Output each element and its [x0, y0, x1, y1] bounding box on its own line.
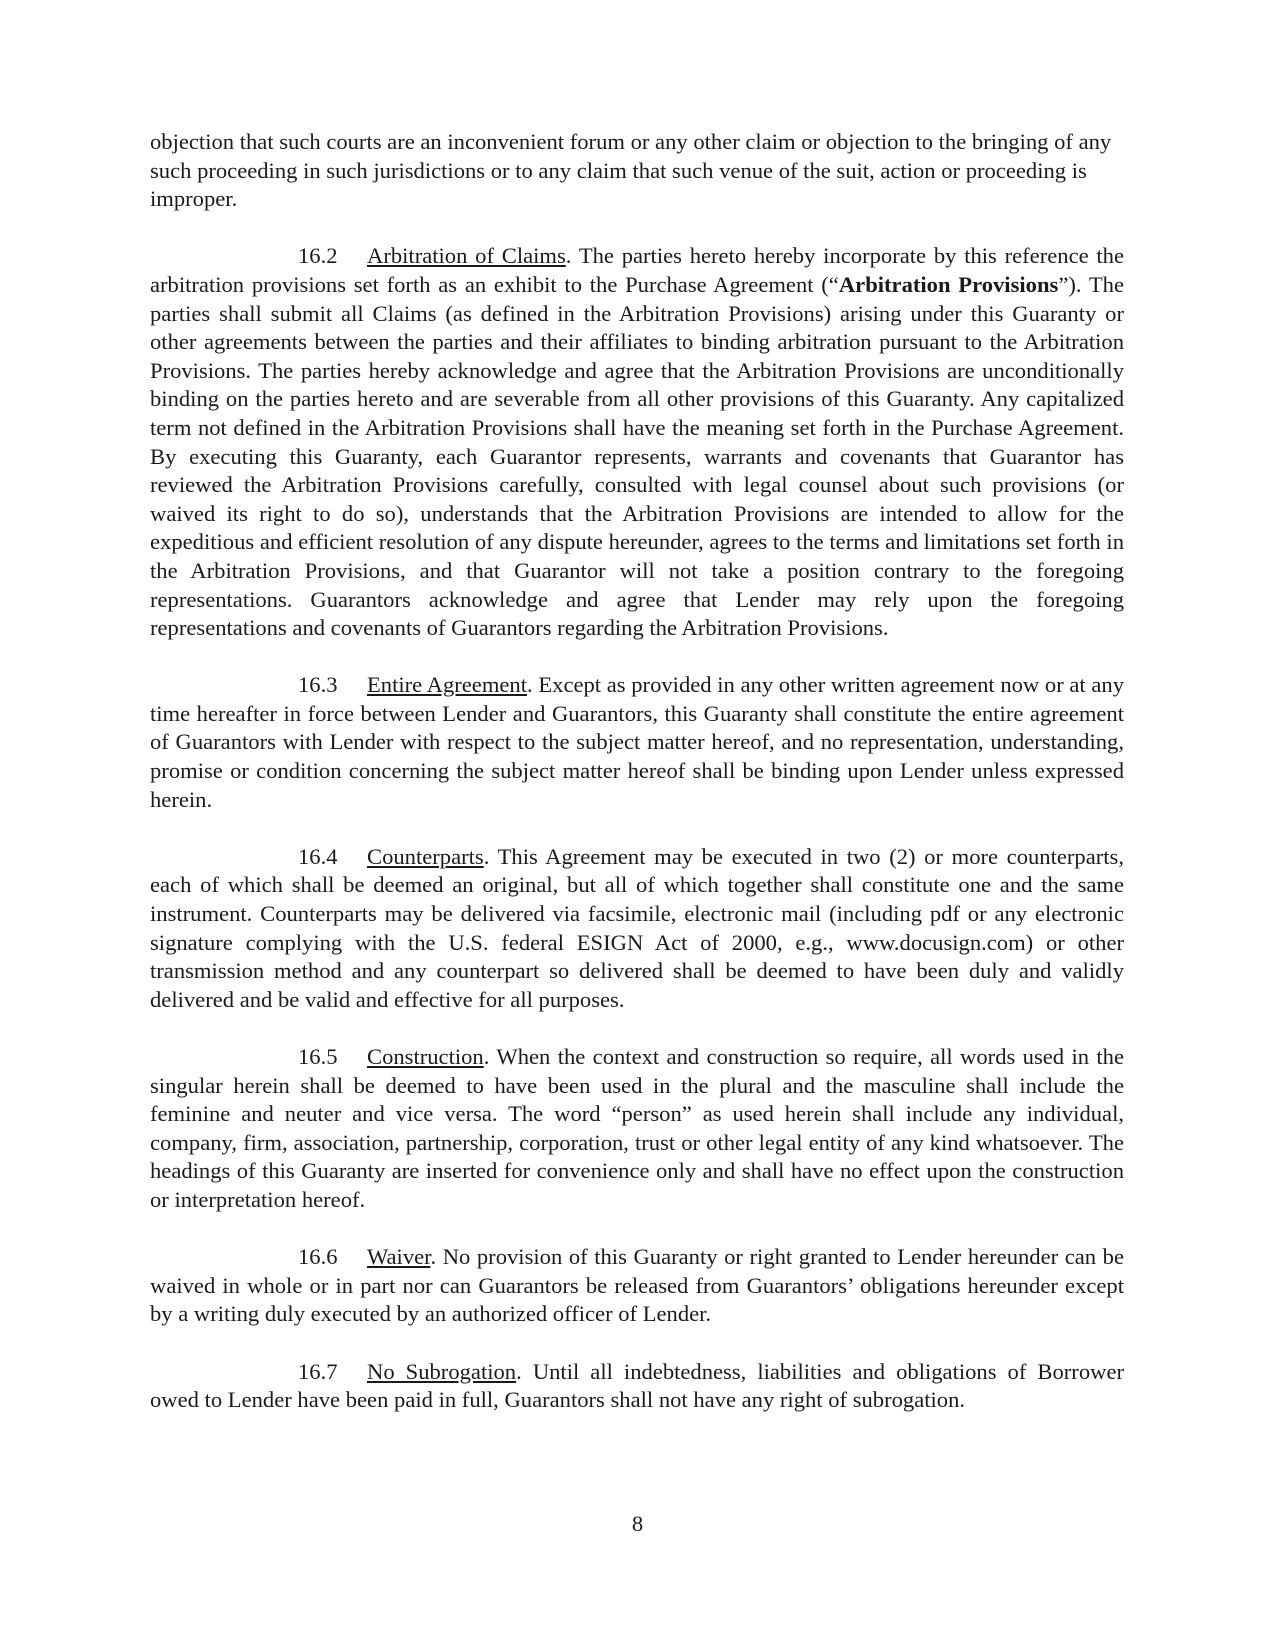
section-heading: Construction: [367, 1044, 484, 1069]
section-16-4: [150, 843, 1124, 1015]
heading-period: .: [483, 1044, 490, 1069]
section-text: Except as provided in any other written agreement now or at any time hereafter in force between Lender and Guarantors, this Guaranty shall constitute the entire agreement of Guarantors with Lender with respect to the subject matter hereof, and no representation, understanding, promise or condition concerning the subject matter hereof shall be binding upon Lender unless expressed herein.: [150, 672, 1125, 812]
section-heading: Arbitration of Claims: [367, 243, 566, 269]
section-number: 16.2: [298, 243, 338, 269]
section-text: This Agreement may be executed in two (2) or more counterparts, each of which shall be deemed an original, but all of which together shall constitute one and the same instrument. Counterparts may be delivered via facsimile, electronic mail (including pdf or any electronic signature complying with the U.S. federal ESIGN Act of 2000, e.g., www.docusign.com) or other transmission method and any counterpart so delivered shall be deemed to have been duly and validly delivered and be valid and effective for all purposes.: [150, 843, 1124, 1012]
section-heading: Counterparts: [367, 843, 484, 869]
section-number: 16.4: [298, 843, 338, 869]
section-text: The parties hereto hereby incorporate by this reference the arbitration provisions set forth as an exhibit to the Purchase Agreement (“: [150, 243, 1124, 297]
section-16-2: [150, 242, 1124, 642]
section-text: When the context and construction so require, all words used in the singular herein shall be deemed to have been used in the plural and the masculine shall include the feminine and neuter and vice versa. The word “person” as used herein shall include any individual, company, firm, association, partnership, corporation, trust or other legal entity of any kind whatsoever. The headings of this Guaranty are inserted for convenience only and shall have no effect upon the construction or interpretation hereof.: [150, 1044, 1125, 1212]
section-text: No provision of this Guaranty or right granted to Lender hereunder can be waived in whole or in part nor can Guarantors be released from Guarantors’ obligations hereunder except by a writing duly executed by an authorized officer of Lender.: [150, 1244, 1124, 1327]
heading-period: .: [430, 1244, 437, 1270]
section-16-5: [150, 1043, 1124, 1215]
section-number: 16.6: [298, 1244, 338, 1270]
intro-paragraph: objection that such courts are an inconvenient forum or any other claim or objection to the bringing of any such proceeding in such jurisdictions or to any claim that such venue of the suit, action or proceeding is improper.: [150, 129, 1112, 212]
section-text: Until all indebtedness, liabilities and obligations of Borrower owed to Lender have been paid in full, Guarantors shall not have any right of subrogation.: [150, 1358, 1124, 1413]
section-16-6: [150, 1243, 1124, 1329]
section-16-3: [150, 671, 1124, 814]
section-heading: Entire Agreement: [367, 672, 528, 698]
section-heading: Waiver: [367, 1244, 431, 1270]
section-number: 16.7: [298, 1358, 338, 1384]
document-body: [150, 128, 1124, 1443]
section-number: 16.5: [298, 1044, 338, 1069]
page-number: 8: [631, 1511, 644, 1536]
heading-period: .: [527, 672, 533, 698]
section-heading: No Subrogation: [367, 1358, 517, 1384]
heading-period: .: [516, 1358, 522, 1384]
defined-term: Arbitration Provisions: [838, 271, 1059, 297]
section-number: 16.3: [298, 672, 338, 698]
heading-period: .: [483, 843, 490, 869]
section-16-7: [150, 1358, 1124, 1415]
section-text-continued: ”). The parties shall submit all Claims (as defined in the Arbitration Provisions) arising under this Guaranty or other agreements between the parties and their affiliates to binding arbitration pursuant to the Arbitration Provisions. The parties hereby acknowledge and agree that the Arbitration Provisions are unconditionally binding on the parties hereto and are severable from all other provisions of this Guaranty. Any capitalized term not defined in the Arbitration Provisions shall have the meaning set forth in the Purchase Agreement. By executing this Guaranty, each Guarantor represents, warrants and covenants that Guarantor has reviewed the Arbitration Provisions carefully, consulted with legal counsel about such provisions (or waived its right to do so), understands that the Arbitration Provisions are intended to allow for the expeditious and efficient resolution of any dispute hereunder, agrees to the terms and limitations set forth in the Arbitration Provisions, and that Guarantor will not take a position contrary to the foregoing representations. Guarantors acknowledge and agree that Lender may rely upon the foregoing representations and covenants of Guarantors regarding the Arbitration Provisions.: [150, 271, 1124, 641]
heading-period: .: [565, 243, 572, 269]
